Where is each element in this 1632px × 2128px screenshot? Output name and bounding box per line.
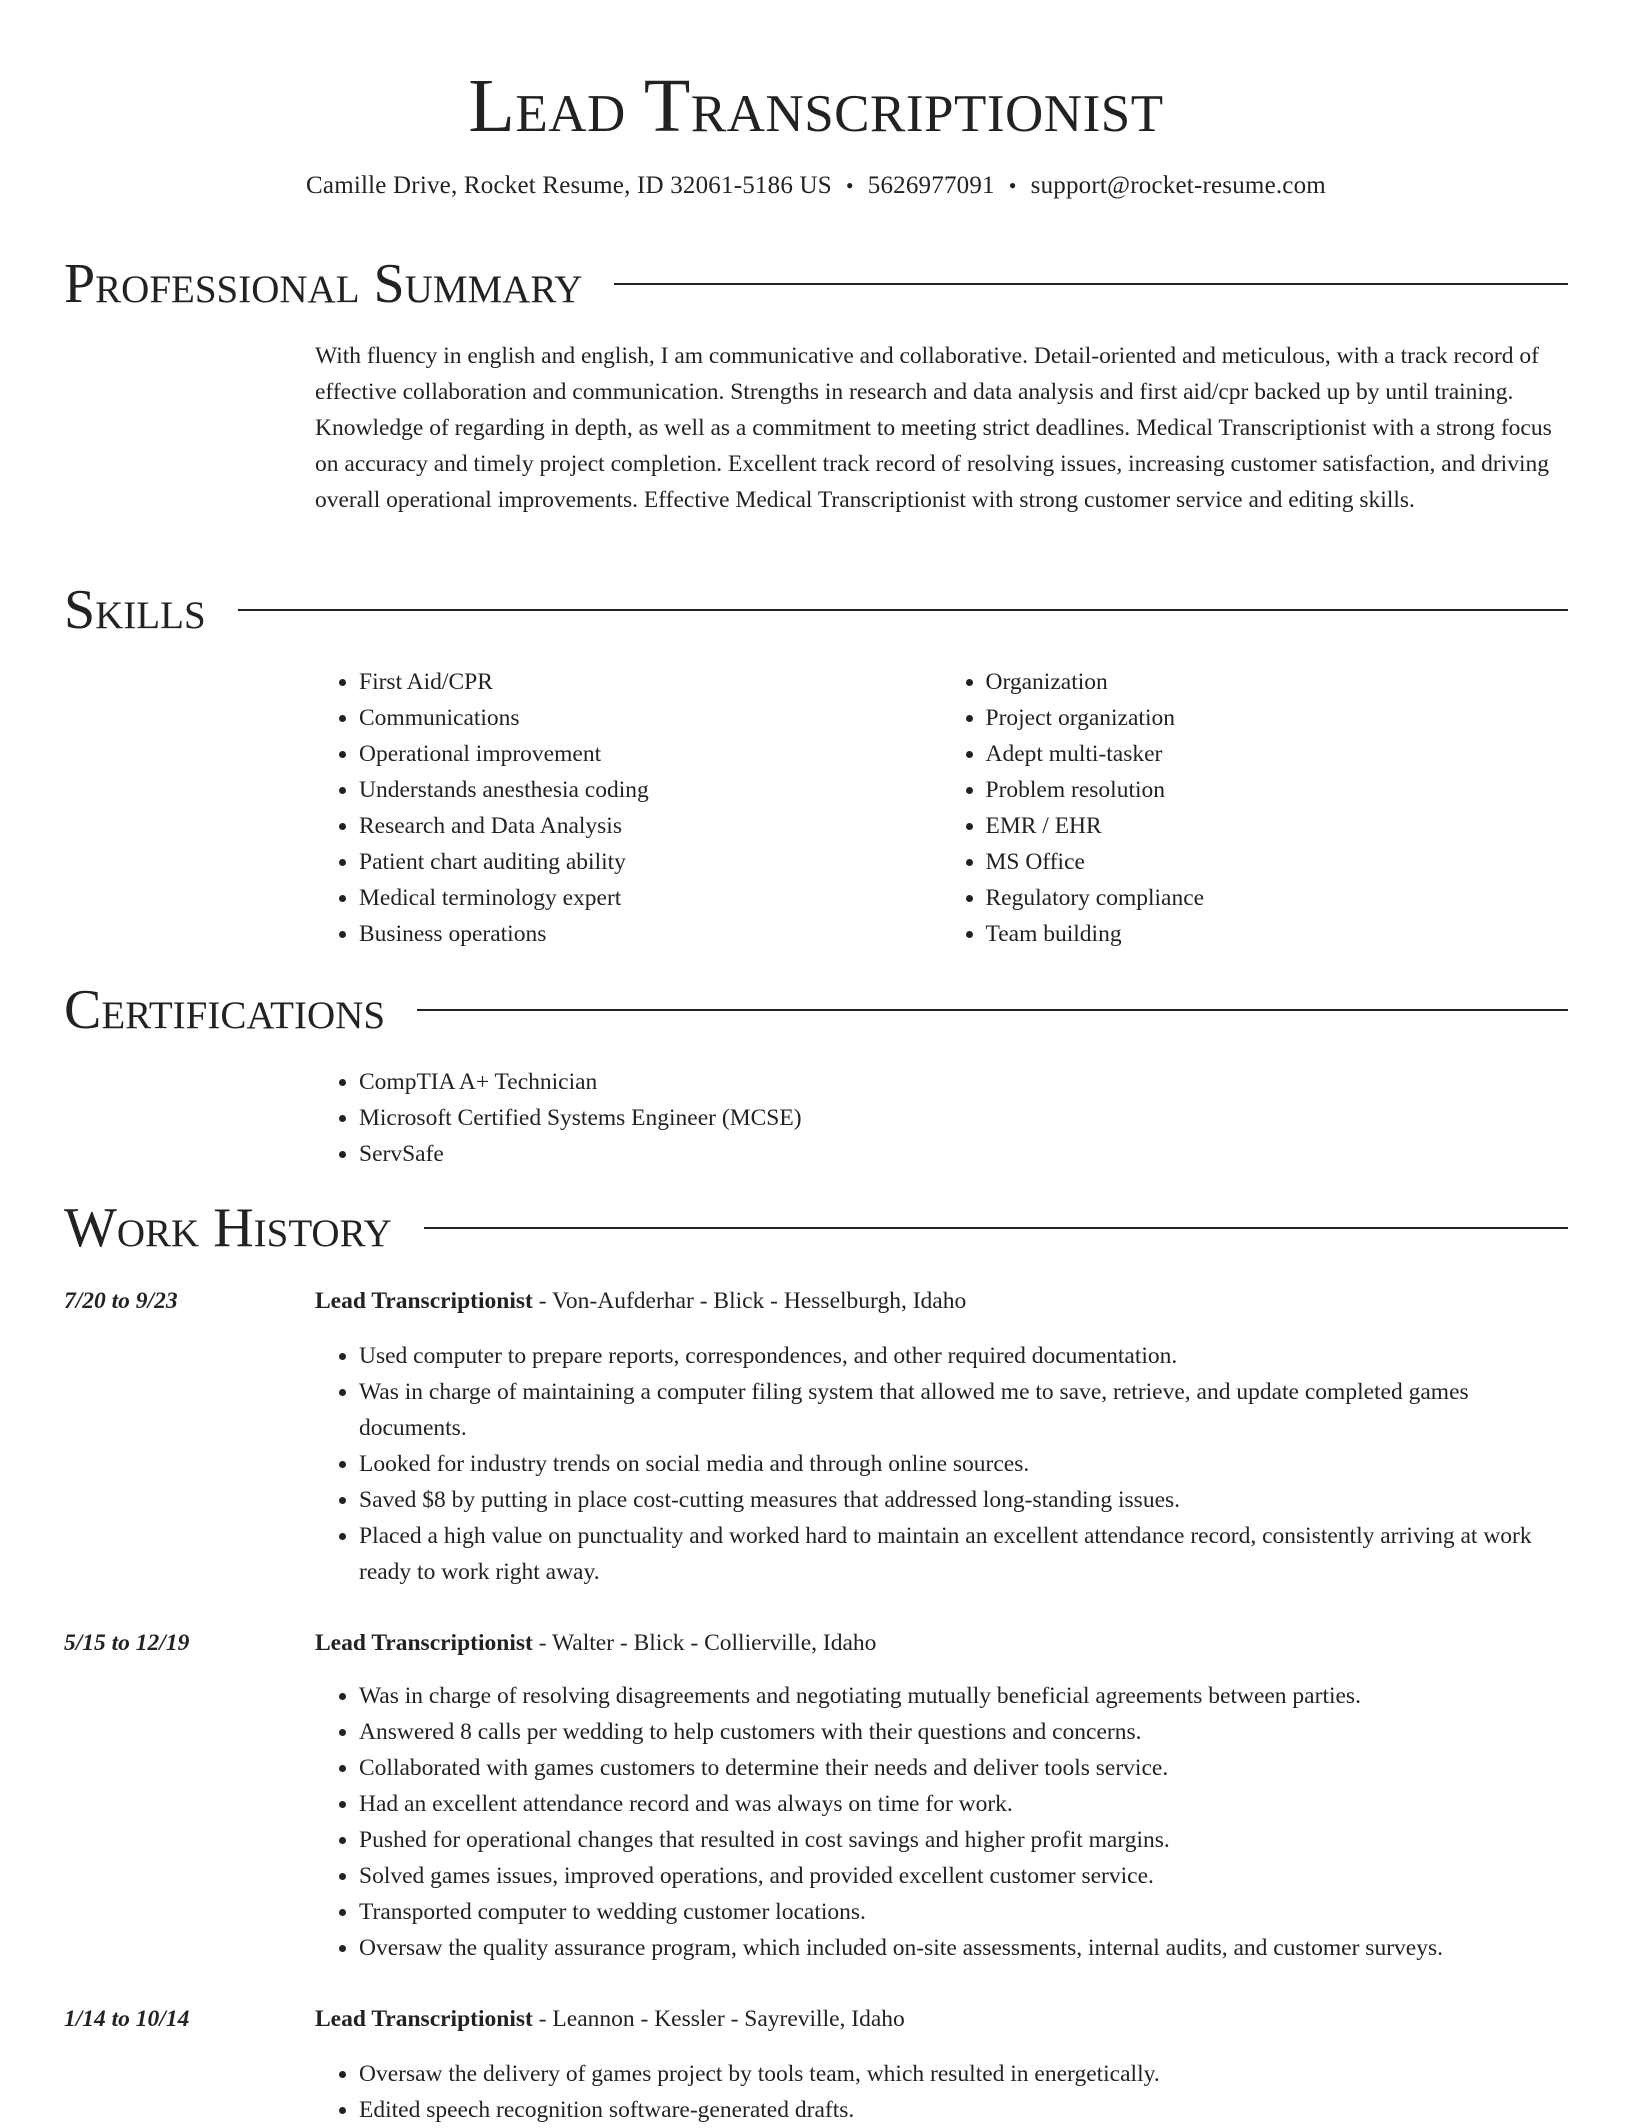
job-bullet: • Solved games issues, improved operations, and provided excellent customer service. bbox=[359, 1858, 1568, 1894]
job-bullets-block bbox=[315, 1678, 1568, 1966]
summary-block bbox=[315, 338, 1568, 518]
job-bullet: • Pushed for operational changes that resulted in cost savings and higher profit margins. bbox=[359, 1822, 1568, 1858]
skills-list-left bbox=[315, 664, 942, 952]
skill-item: • Project organization bbox=[986, 700, 1569, 736]
skill-item: • Adept multi-tasker bbox=[986, 736, 1569, 772]
separator: • bbox=[1008, 173, 1017, 198]
resume-name: Lead Transcriptionist bbox=[468, 64, 1164, 148]
skill-item: • First Aid/CPR bbox=[359, 664, 942, 700]
job-bullet: • Oversaw the quality assurance program, which included on-site assessments, internal audits, and customer surveys. bbox=[359, 1930, 1568, 1966]
separator: • bbox=[845, 173, 854, 198]
skill-item: • Understands anesthesia coding bbox=[359, 772, 942, 808]
job-employer: - Von-Aufderhar - Blick - Hesselburgh, Idaho bbox=[532, 1288, 967, 1314]
certification-item: • ServSafe bbox=[359, 1136, 1568, 1172]
job-bullets-block bbox=[315, 2056, 1568, 2128]
skill-item: • Patient chart auditing ability bbox=[359, 844, 942, 880]
skill-item: • Operational improvement bbox=[359, 736, 942, 772]
email: support@rocket-resume.com bbox=[1030, 172, 1326, 199]
job-bullet: • Was in charge of maintaining a computer filing system that allowed me to save, retrieve, and update completed games documents. bbox=[359, 1374, 1568, 1446]
resume-page bbox=[64, 0, 1568, 2123]
section-divider bbox=[238, 609, 1568, 611]
skill-item: • Organization bbox=[986, 664, 1569, 700]
certifications-list bbox=[315, 1064, 1568, 1172]
summary-heading: Professional Summary bbox=[64, 253, 583, 315]
certifications-heading: Certifications bbox=[64, 979, 386, 1041]
job-bullets bbox=[315, 1338, 1568, 1590]
job-employer: - Leannon - Kessler - Sayreville, Idaho bbox=[532, 2006, 905, 2032]
skills-block bbox=[315, 664, 1568, 952]
skills-section-header bbox=[64, 578, 1568, 642]
address: Camille Drive, Rocket Resume, ID 32061-5186 US bbox=[306, 172, 832, 199]
skill-item: • Communications bbox=[359, 700, 942, 736]
phone: 5626977091 bbox=[867, 172, 995, 199]
job-dates: 5/15 to 12/19 bbox=[64, 1630, 190, 1656]
job-title: Lead Transcriptionist bbox=[315, 1630, 533, 1656]
certification-item: • Microsoft Certified Systems Engineer (MCSE) bbox=[359, 1100, 1568, 1136]
job-heading bbox=[315, 2001, 905, 2037]
work-heading: Work History bbox=[64, 1197, 392, 1259]
skill-item: • Research and Data Analysis bbox=[359, 808, 942, 844]
job-bullet: • Had an excellent attendance record and was always on time for work. bbox=[359, 1786, 1568, 1822]
skill-item: • Problem resolution bbox=[986, 772, 1569, 808]
job-heading bbox=[315, 1625, 876, 1661]
job-heading bbox=[315, 1283, 966, 1319]
job-bullet: • Was in charge of resolving disagreements and negotiating mutually beneficial agreements between parties. bbox=[359, 1678, 1568, 1714]
section-divider bbox=[614, 283, 1568, 285]
skill-item: • Medical terminology expert bbox=[359, 880, 942, 916]
skills-heading: Skills bbox=[64, 579, 206, 641]
section-divider bbox=[417, 1009, 1568, 1011]
job-bullet: • Edited speech recognition software-generated drafts. bbox=[359, 2092, 1568, 2128]
skill-item: • Business operations bbox=[359, 916, 942, 952]
job-dates: 1/14 to 10/14 bbox=[64, 2006, 190, 2032]
job-bullets bbox=[315, 1678, 1568, 1966]
skill-item: • Team building bbox=[986, 916, 1569, 952]
job-bullet: • Transported computer to wedding customer locations. bbox=[359, 1894, 1568, 1930]
job-bullets bbox=[315, 2056, 1568, 2128]
skill-item: • Regulatory compliance bbox=[986, 880, 1569, 916]
job-bullet: • Answered 8 calls per wedding to help customers with their questions and concerns. bbox=[359, 1714, 1568, 1750]
job-bullet: • Looked for industry trends on social media and through online sources. bbox=[359, 1446, 1568, 1482]
skills-list-right bbox=[942, 664, 1569, 952]
job-bullet: • Saved $8 by putting in place cost-cutting measures that addressed long-standing issues. bbox=[359, 1482, 1568, 1518]
job-employer: - Walter - Blick - Collierville, Idaho bbox=[532, 1630, 877, 1656]
certifications-section-header bbox=[64, 978, 1568, 1042]
job-title: Lead Transcriptionist bbox=[315, 1288, 533, 1314]
job-bullet: • Collaborated with games customers to determine their needs and deliver tools service. bbox=[359, 1750, 1568, 1786]
job-bullet: • Oversaw the delivery of games project by tools team, which resulted in energetically. bbox=[359, 2056, 1568, 2092]
summary-section-header bbox=[64, 252, 1568, 316]
certifications-block bbox=[315, 1064, 1568, 1172]
job-bullet: • Placed a high value on punctuality and worked hard to maintain an excellent attendance record, consistently arriving at work ready to work right away. bbox=[359, 1518, 1568, 1590]
summary-text: With fluency in english and english, I am communicative and collaborative. Detail-oriented and meticulous, with a track record of effective collaboration and communication. Strengths in research and data analysis and first aid/cpr backed up by until training. Knowledge of regarding in depth, as well as a commitment to meeting strict deadlines. Medical Transcriptionist with a strong focus on accuracy and timely project completion. Excellent track record of resolving issues, increasing customer satisfaction, and driving overall operational improvements. Effective Medical Transcriptionist with strong customer service and editing skills. bbox=[315, 343, 1552, 513]
work-section-header bbox=[64, 1196, 1568, 1260]
section-divider bbox=[424, 1227, 1568, 1229]
contact-line bbox=[64, 170, 1568, 202]
job-dates: 7/20 to 9/23 bbox=[64, 1288, 178, 1314]
skill-item: • MS Office bbox=[986, 844, 1569, 880]
job-title: Lead Transcriptionist bbox=[315, 2006, 533, 2032]
certification-item: • CompTIA A+ Technician bbox=[359, 1064, 1568, 1100]
skill-item: • EMR / EHR bbox=[986, 808, 1569, 844]
job-bullets-block bbox=[315, 1338, 1568, 1590]
job-bullet: • Used computer to prepare reports, correspondences, and other required documentation. bbox=[359, 1338, 1568, 1374]
